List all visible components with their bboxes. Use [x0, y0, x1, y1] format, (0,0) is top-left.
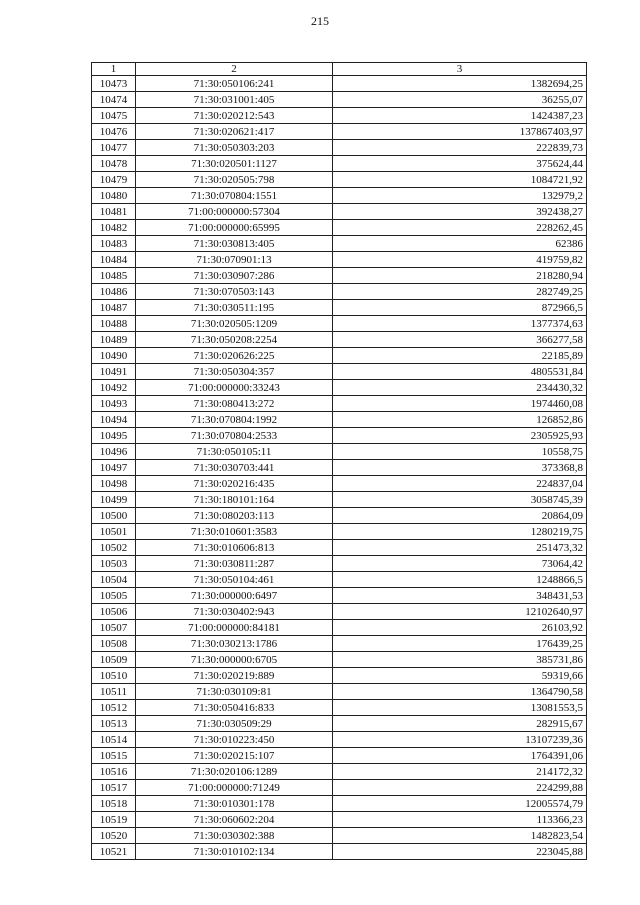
row-number-cell: 10517 [92, 780, 136, 796]
cadastral-value-cell: 62386 [333, 236, 587, 252]
table-row [92, 620, 587, 636]
cadastral-value-cell: 1424387,23 [333, 108, 587, 124]
row-number-cell: 10512 [92, 700, 136, 716]
table-row [92, 76, 587, 92]
cadastral-number-cell: 71:30:080203:113 [136, 508, 333, 524]
table-row [92, 508, 587, 524]
cadastral-value-table [91, 62, 587, 860]
cadastral-number-cell: 71:30:030907:286 [136, 268, 333, 284]
cadastral-value-cell: 234430,32 [333, 380, 587, 396]
cadastral-value-cell: 2305925,93 [333, 428, 587, 444]
cadastral-value-cell: 223045,88 [333, 844, 587, 860]
table-row [92, 348, 587, 364]
table-row [92, 428, 587, 444]
table-row [92, 220, 587, 236]
row-number-cell: 10495 [92, 428, 136, 444]
cadastral-number-cell: 71:30:010301:178 [136, 796, 333, 812]
table-row [92, 764, 587, 780]
table-row [92, 252, 587, 268]
cadastral-value-cell: 59319,66 [333, 668, 587, 684]
cadastral-value-cell: 373368,8 [333, 460, 587, 476]
cadastral-number-cell: 71:30:020106:1289 [136, 764, 333, 780]
cadastral-value-cell: 1280219,75 [333, 524, 587, 540]
cadastral-number-cell: 71:30:000000:6705 [136, 652, 333, 668]
cadastral-value-cell: 1377374,63 [333, 316, 587, 332]
table-row [92, 364, 587, 380]
table-row [92, 268, 587, 284]
row-number-cell: 10503 [92, 556, 136, 572]
cadastral-value-cell: 1482823,54 [333, 828, 587, 844]
table-row [92, 748, 587, 764]
table-row [92, 236, 587, 252]
cadastral-value-cell: 176439,25 [333, 636, 587, 652]
cadastral-number-cell: 71:30:020501:1127 [136, 156, 333, 172]
table-row [92, 380, 587, 396]
row-number-cell: 10513 [92, 716, 136, 732]
cadastral-value-cell: 419759,82 [333, 252, 587, 268]
table-header-row [92, 63, 587, 76]
cadastral-number-cell: 71:30:020505:798 [136, 172, 333, 188]
cadastral-number-cell: 71:30:030813:405 [136, 236, 333, 252]
cadastral-value-cell: 13081553,5 [333, 700, 587, 716]
row-number-cell: 10494 [92, 412, 136, 428]
cadastral-number-cell: 71:00:000000:33243 [136, 380, 333, 396]
cadastral-value-cell: 375624,44 [333, 156, 587, 172]
cadastral-value-cell: 126852,86 [333, 412, 587, 428]
cadastral-number-cell: 71:30:020626:225 [136, 348, 333, 364]
cadastral-number-cell: 71:30:030213:1786 [136, 636, 333, 652]
row-number-cell: 10511 [92, 684, 136, 700]
cadastral-number-cell: 71:30:030511:195 [136, 300, 333, 316]
row-number-cell: 10504 [92, 572, 136, 588]
table-row [92, 300, 587, 316]
table-row [92, 668, 587, 684]
cadastral-number-cell: 71:30:020621:417 [136, 124, 333, 140]
table-row [92, 476, 587, 492]
row-number-cell: 10497 [92, 460, 136, 476]
cadastral-value-cell: 1382694,25 [333, 76, 587, 92]
cadastral-value-cell: 348431,53 [333, 588, 587, 604]
row-number-cell: 10515 [92, 748, 136, 764]
page-number: 215 [311, 14, 329, 28]
cadastral-value-cell: 1084721,92 [333, 172, 587, 188]
row-number-cell: 10488 [92, 316, 136, 332]
row-number-cell: 10496 [92, 444, 136, 460]
cadastral-number-cell: 71:30:000000:6497 [136, 588, 333, 604]
row-number-cell: 10507 [92, 620, 136, 636]
table-row [92, 796, 587, 812]
table-row [92, 812, 587, 828]
cadastral-value-cell: 12005574,79 [333, 796, 587, 812]
row-number-cell: 10518 [92, 796, 136, 812]
row-number-cell: 10501 [92, 524, 136, 540]
column-header-1: 1 [92, 63, 136, 76]
row-number-cell: 10519 [92, 812, 136, 828]
row-number-cell: 10482 [92, 220, 136, 236]
cadastral-value-cell: 224299,88 [333, 780, 587, 796]
table-row [92, 284, 587, 300]
row-number-cell: 10520 [92, 828, 136, 844]
cadastral-number-cell: 71:30:070804:1992 [136, 412, 333, 428]
row-number-cell: 10485 [92, 268, 136, 284]
row-number-cell: 10487 [92, 300, 136, 316]
cadastral-value-cell: 13107239,36 [333, 732, 587, 748]
cadastral-number-cell: 71:30:020215:107 [136, 748, 333, 764]
row-number-cell: 10478 [92, 156, 136, 172]
cadastral-value-cell: 36255,07 [333, 92, 587, 108]
row-number-cell: 10489 [92, 332, 136, 348]
cadastral-number-cell: 71:30:020505:1209 [136, 316, 333, 332]
cadastral-value-cell: 224837,04 [333, 476, 587, 492]
row-number-cell: 10506 [92, 604, 136, 620]
cadastral-number-cell: 71:30:030302:388 [136, 828, 333, 844]
row-number-cell: 10479 [92, 172, 136, 188]
cadastral-number-cell: 71:30:050106:241 [136, 76, 333, 92]
row-number-cell: 10509 [92, 652, 136, 668]
cadastral-number-cell: 71:30:010102:134 [136, 844, 333, 860]
table-row [92, 716, 587, 732]
cadastral-number-cell: 71:00:000000:71249 [136, 780, 333, 796]
cadastral-number-cell: 71:30:030509:29 [136, 716, 333, 732]
row-number-cell: 10500 [92, 508, 136, 524]
cadastral-value-cell: 137867403,97 [333, 124, 587, 140]
cadastral-value-cell: 22185,89 [333, 348, 587, 364]
row-number-cell: 10492 [92, 380, 136, 396]
cadastral-number-cell: 71:30:070804:2533 [136, 428, 333, 444]
table-row [92, 108, 587, 124]
cadastral-number-cell: 71:30:050104:461 [136, 572, 333, 588]
row-number-cell: 10516 [92, 764, 136, 780]
table-row [92, 700, 587, 716]
cadastral-number-cell: 71:30:020212:543 [136, 108, 333, 124]
row-number-cell: 10491 [92, 364, 136, 380]
row-number-cell: 10486 [92, 284, 136, 300]
cadastral-value-cell: 214172,32 [333, 764, 587, 780]
cadastral-value-cell: 392438,27 [333, 204, 587, 220]
row-number-cell: 10502 [92, 540, 136, 556]
column-header-2: 2 [136, 63, 333, 76]
cadastral-value-cell: 872966,5 [333, 300, 587, 316]
cadastral-number-cell: 71:30:050304:357 [136, 364, 333, 380]
row-number-cell: 10510 [92, 668, 136, 684]
cadastral-number-cell: 71:30:070901:13 [136, 252, 333, 268]
row-number-cell: 10499 [92, 492, 136, 508]
table-row [92, 124, 587, 140]
table-row [92, 188, 587, 204]
cadastral-value-cell: 73064,42 [333, 556, 587, 572]
row-number-cell: 10481 [92, 204, 136, 220]
table-row [92, 444, 587, 460]
row-number-cell: 10474 [92, 92, 136, 108]
cadastral-value-cell: 1364790,58 [333, 684, 587, 700]
table-row [92, 780, 587, 796]
cadastral-value-cell: 1764391,06 [333, 748, 587, 764]
table-row [92, 828, 587, 844]
row-number-cell: 10498 [92, 476, 136, 492]
cadastral-number-cell: 71:30:020219:889 [136, 668, 333, 684]
cadastral-value-cell: 366277,58 [333, 332, 587, 348]
cadastral-value-cell: 228262,45 [333, 220, 587, 236]
table-row [92, 732, 587, 748]
table-row [92, 92, 587, 108]
cadastral-value-cell: 251473,32 [333, 540, 587, 556]
row-number-cell: 10484 [92, 252, 136, 268]
table-row [92, 140, 587, 156]
table-row [92, 652, 587, 668]
cadastral-value-cell: 282915,67 [333, 716, 587, 732]
cadastral-number-cell: 71:30:050208:2254 [136, 332, 333, 348]
row-number-cell: 10514 [92, 732, 136, 748]
table-row [92, 636, 587, 652]
cadastral-value-cell: 20864,09 [333, 508, 587, 524]
table-row [92, 332, 587, 348]
row-number-cell: 10490 [92, 348, 136, 364]
row-number-cell: 10505 [92, 588, 136, 604]
cadastral-value-cell: 222839,73 [333, 140, 587, 156]
cadastral-number-cell: 71:30:070503:143 [136, 284, 333, 300]
cadastral-number-cell: 71:30:050416:833 [136, 700, 333, 716]
cadastral-value-cell: 385731,86 [333, 652, 587, 668]
table-row [92, 156, 587, 172]
row-number-cell: 10508 [92, 636, 136, 652]
row-number-cell: 10473 [92, 76, 136, 92]
table-row [92, 844, 587, 860]
cadastral-value-cell: 1974460,08 [333, 396, 587, 412]
cadastral-number-cell: 71:30:050105:11 [136, 444, 333, 460]
cadastral-number-cell: 71:30:180101:164 [136, 492, 333, 508]
row-number-cell: 10521 [92, 844, 136, 860]
table-row [92, 204, 587, 220]
row-number-cell: 10476 [92, 124, 136, 140]
table-row [92, 460, 587, 476]
table-row [92, 524, 587, 540]
cadastral-number-cell: 71:30:070804:1551 [136, 188, 333, 204]
cadastral-number-cell: 71:30:030703:441 [136, 460, 333, 476]
cadastral-number-cell: 71:30:030402:943 [136, 604, 333, 620]
table-row [92, 556, 587, 572]
table-row [92, 588, 587, 604]
table-body [92, 76, 587, 860]
cadastral-number-cell: 71:30:010223:450 [136, 732, 333, 748]
cadastral-value-cell: 132979,2 [333, 188, 587, 204]
table-row [92, 572, 587, 588]
table-row [92, 540, 587, 556]
cadastral-number-cell: 71:30:030109:81 [136, 684, 333, 700]
cadastral-value-cell: 1248866,5 [333, 572, 587, 588]
table-row [92, 492, 587, 508]
row-number-cell: 10477 [92, 140, 136, 156]
cadastral-number-cell: 71:30:031001:405 [136, 92, 333, 108]
row-number-cell: 10480 [92, 188, 136, 204]
row-number-cell: 10475 [92, 108, 136, 124]
column-header-3: 3 [333, 63, 587, 76]
cadastral-number-cell: 71:30:030811:287 [136, 556, 333, 572]
cadastral-number-cell: 71:30:010601:3583 [136, 524, 333, 540]
cadastral-value-cell: 218280,94 [333, 268, 587, 284]
cadastral-value-cell: 12102640,97 [333, 604, 587, 620]
cadastral-number-cell: 71:00:000000:57304 [136, 204, 333, 220]
table-row [92, 316, 587, 332]
cadastral-value-cell: 282749,25 [333, 284, 587, 300]
cadastral-value-cell: 3058745,39 [333, 492, 587, 508]
cadastral-value-cell: 113366,23 [333, 812, 587, 828]
cadastral-number-cell: 71:30:060602:204 [136, 812, 333, 828]
cadastral-number-cell: 71:30:080413:272 [136, 396, 333, 412]
cadastral-value-cell: 26103,92 [333, 620, 587, 636]
table-row [92, 412, 587, 428]
cadastral-number-cell: 71:00:000000:84181 [136, 620, 333, 636]
cadastral-number-cell: 71:30:020216:435 [136, 476, 333, 492]
table-row [92, 604, 587, 620]
cadastral-value-cell: 10558,75 [333, 444, 587, 460]
cadastral-number-cell: 71:00:000000:65995 [136, 220, 333, 236]
row-number-cell: 10493 [92, 396, 136, 412]
cadastral-value-cell: 4805531,84 [333, 364, 587, 380]
cadastral-number-cell: 71:30:050303:203 [136, 140, 333, 156]
table-row [92, 396, 587, 412]
row-number-cell: 10483 [92, 236, 136, 252]
table-row [92, 172, 587, 188]
cadastral-number-cell: 71:30:010606:813 [136, 540, 333, 556]
table-row [92, 684, 587, 700]
